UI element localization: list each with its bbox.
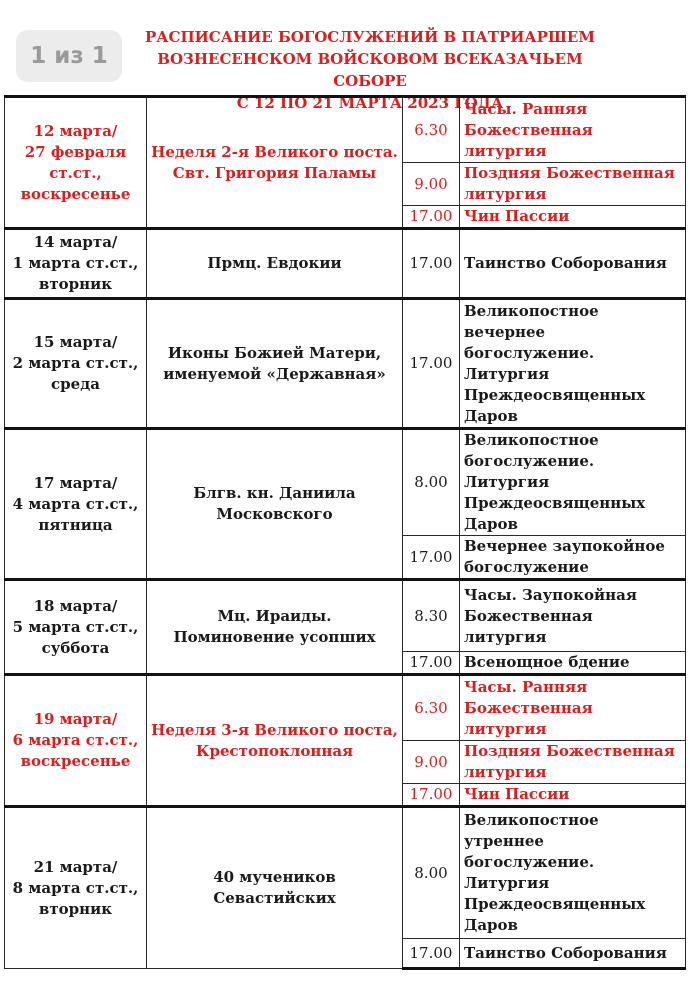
service-time: 6.30 — [403, 675, 460, 741]
schedule-row — [5, 97, 686, 163]
day-feast: Неделя 2-я Великого поста. Свт. Григория Паламы — [147, 97, 403, 229]
service-name: Великопостное вечернее богослужение. Литургия Преждеосвященных Даров — [460, 299, 686, 429]
schedule-row — [5, 429, 686, 536]
service-name: Таинство Соборования — [460, 229, 686, 299]
day-feast: Иконы Божией Матери, именуемой «Державная» — [147, 299, 403, 429]
schedule-row — [5, 675, 686, 741]
day-feast: Мц. Ираиды. Поминовение усопших — [147, 580, 403, 675]
service-time: 9.00 — [403, 741, 460, 784]
page-indicator-badge: 1 из 1 — [16, 30, 122, 82]
service-name: Часы. Заупокойная Божественная литургия — [460, 580, 686, 652]
service-time: 17.00 — [403, 229, 460, 299]
title-line-3: С 12 ПО 21 МАРТА 2023 ГОДА — [236, 94, 504, 112]
title-line-2: ВОЗНЕСЕНСКОМ ВОЙСКОВОМ ВСЕКАЗАЧЬЕМ СОБОРЕ — [157, 50, 583, 90]
service-time: 8.00 — [403, 807, 460, 939]
schedule-row — [5, 580, 686, 652]
day-date: 12 марта/ 27 февраля ст.ст., воскресенье — [5, 97, 147, 229]
service-time: 17.00 — [403, 652, 460, 675]
day-date: 17 марта/ 4 марта ст.ст., пятница — [5, 429, 147, 580]
service-time: 17.00 — [403, 299, 460, 429]
title-line-1: РАСПИСАНИЕ БОГОСЛУЖЕНИЙ В ПАТРИАРШЕМ — [145, 28, 595, 46]
day-feast: Блгв. кн. Даниила Московского — [147, 429, 403, 580]
service-name: Часы. Ранняя Божественная литургия — [460, 97, 686, 163]
service-name: Вечернее заупокойное богослужение — [460, 536, 686, 580]
day-date: 14 марта/ 1 марта ст.ст., вторник — [5, 229, 147, 299]
service-name: Часы. Ранняя Божественная литургия — [460, 675, 686, 741]
service-time: 17.00 — [403, 206, 460, 229]
service-name: Чин Пассии — [460, 206, 686, 229]
day-date: 21 марта/ 8 марта ст.ст., вторник — [5, 807, 147, 969]
service-name: Чин Пассии — [460, 784, 686, 807]
schedule-row — [5, 807, 686, 939]
service-time: 6.30 — [403, 97, 460, 163]
service-time: 17.00 — [403, 939, 460, 969]
day-date: 18 марта/ 5 марта ст.ст., суббота — [5, 580, 147, 675]
day-date: 15 марта/ 2 марта ст.ст., среда — [5, 299, 147, 429]
service-name: Великопостное утреннее богослужение. Литургия Преждеосвященных Даров — [460, 807, 686, 939]
schedule-table — [4, 95, 686, 970]
service-time: 8.00 — [403, 429, 460, 536]
day-date: 19 марта/ 6 марта ст.ст., воскресенье — [5, 675, 147, 807]
service-time: 17.00 — [403, 536, 460, 580]
service-name: Таинство Соборования — [460, 939, 686, 969]
day-feast: 40 мучеников Севастийских — [147, 807, 403, 969]
service-name: Всенощное бдение — [460, 652, 686, 675]
schedule-row — [5, 299, 686, 429]
service-name: Поздняя Божественная литургия — [460, 163, 686, 206]
service-name: Поздняя Божественная литургия — [460, 741, 686, 784]
service-time: 8.30 — [403, 580, 460, 652]
day-feast: Прмц. Евдокии — [147, 229, 403, 299]
service-time: 17.00 — [403, 784, 460, 807]
day-feast: Неделя 3-я Великого поста, Крестопоклонная — [147, 675, 403, 807]
service-time: 9.00 — [403, 163, 460, 206]
service-name: Великопостное богослужение. Литургия Преждеосвященных Даров — [460, 429, 686, 536]
schedule-row — [5, 229, 686, 299]
